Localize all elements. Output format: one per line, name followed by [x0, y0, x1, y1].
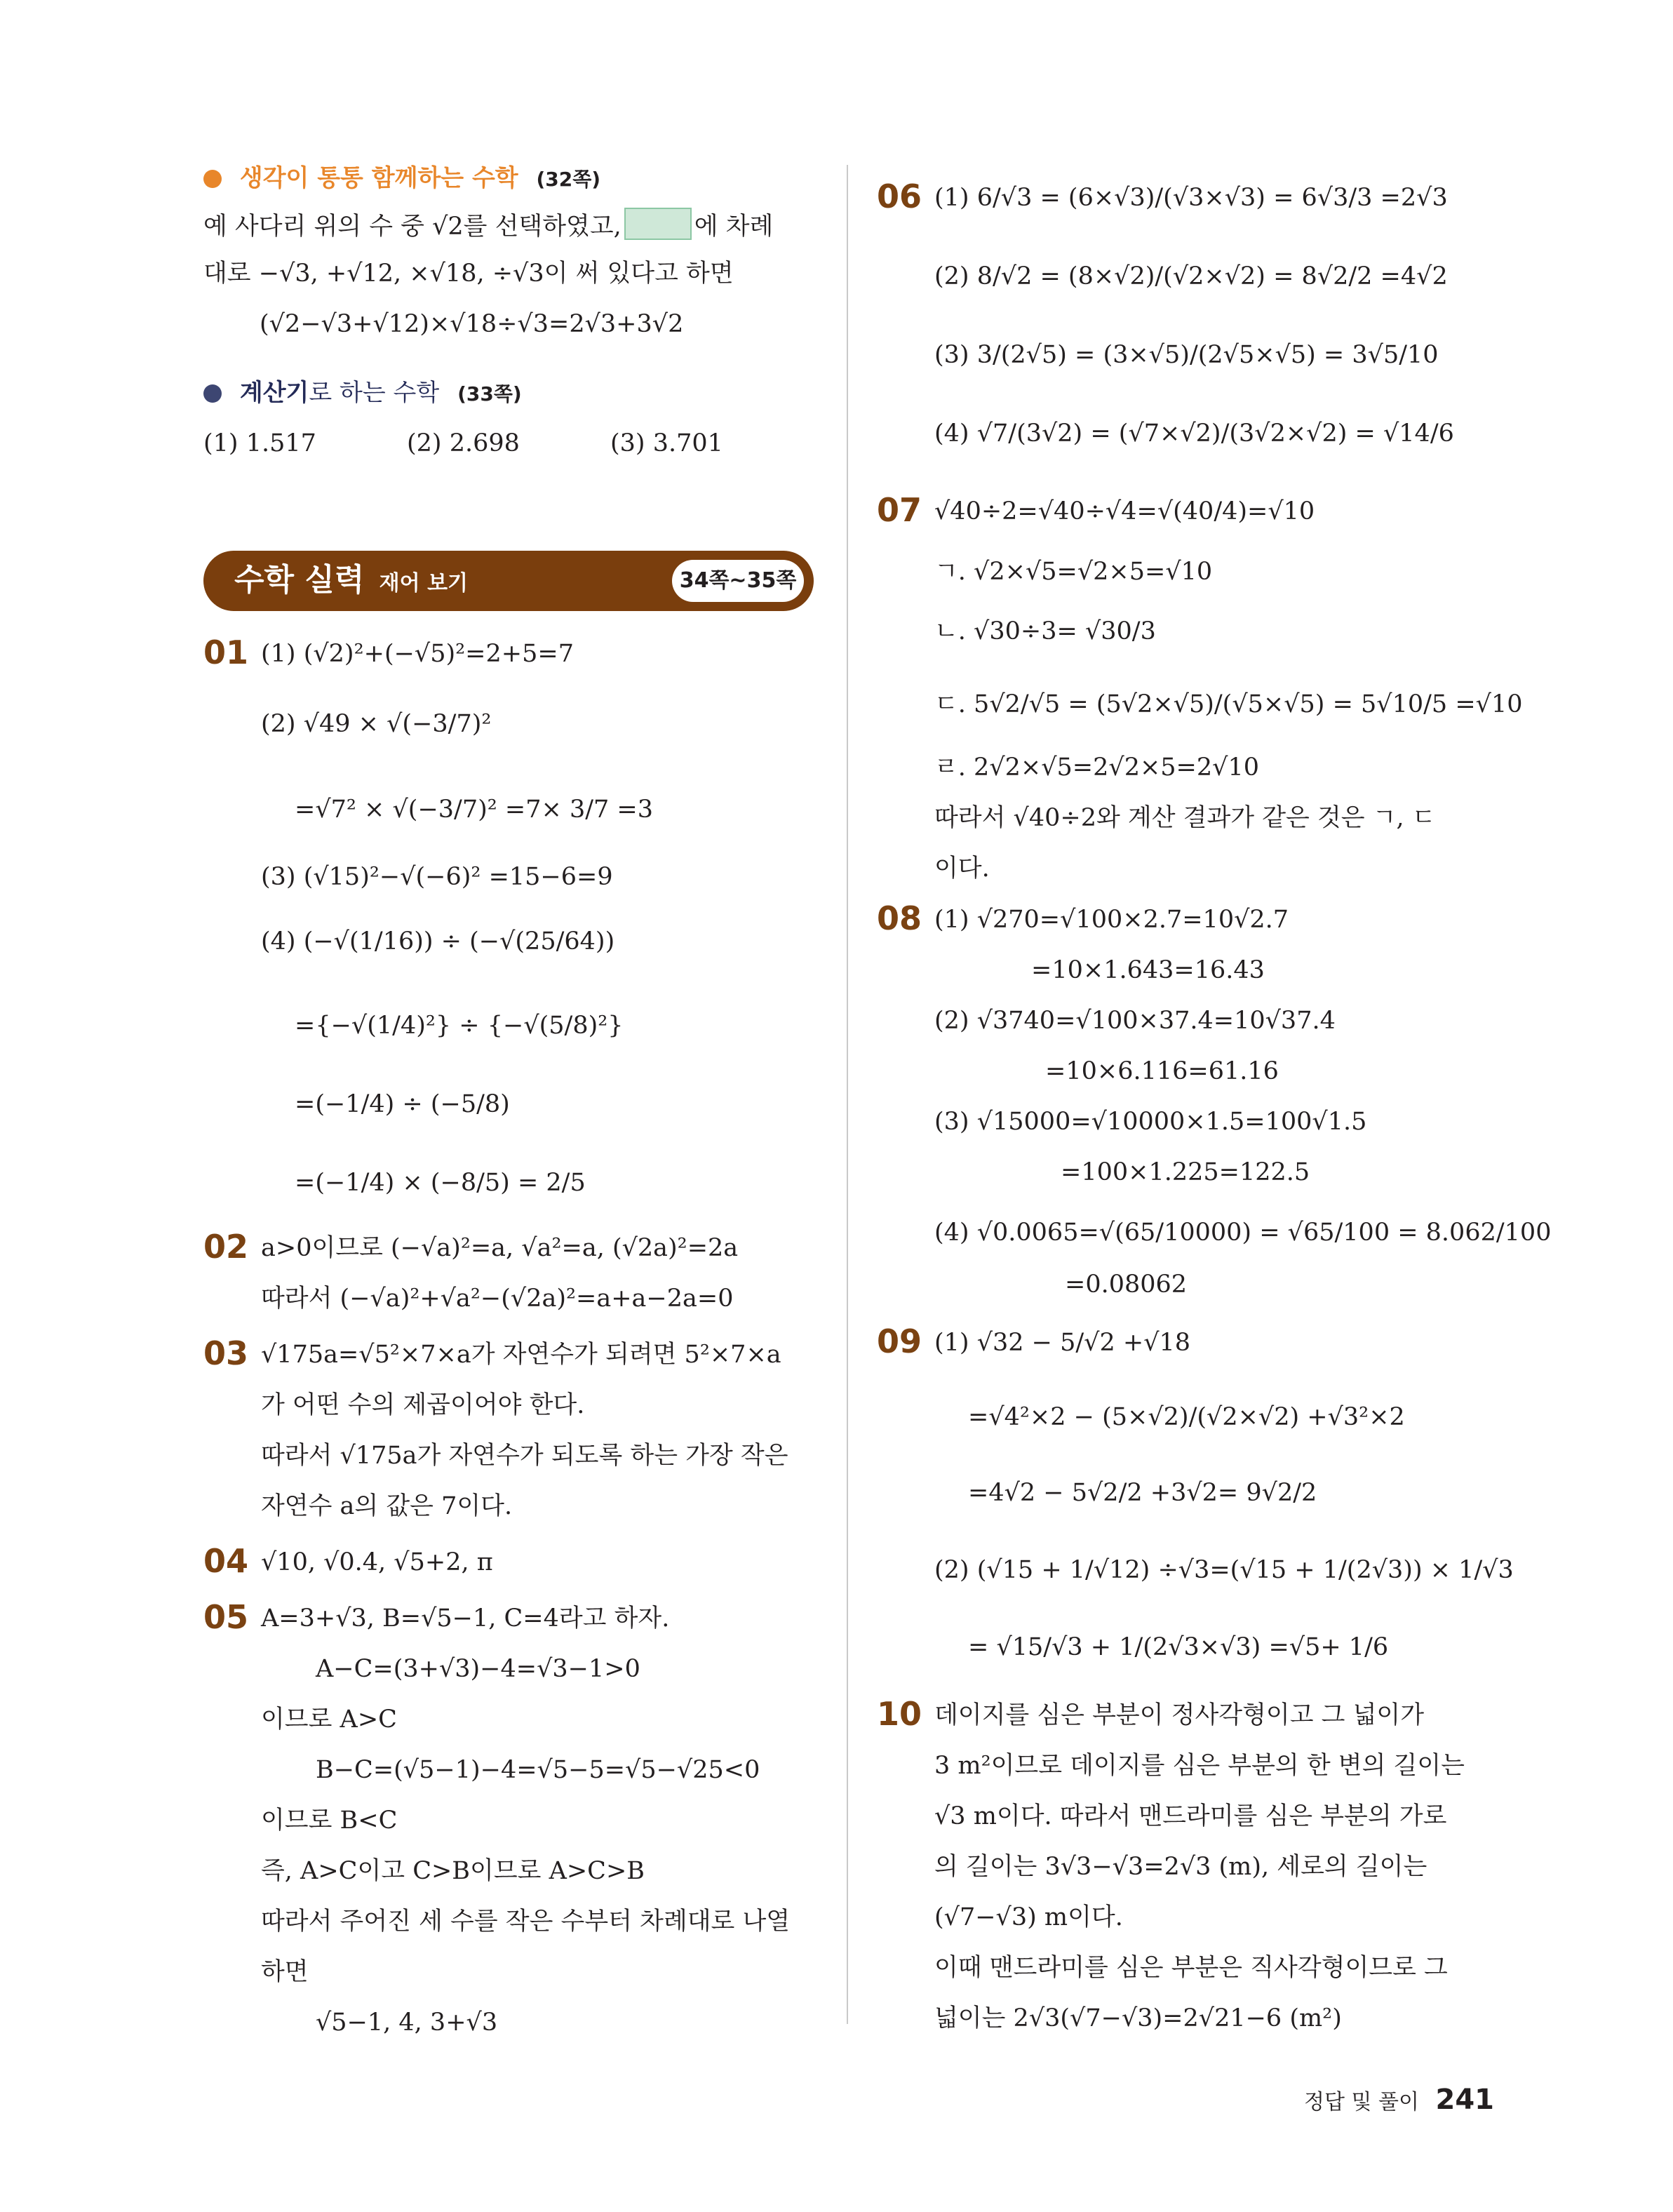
- section-heading-calculator: 계산기로 하는 수학 (33쪽): [203, 377, 522, 410]
- solution-line: (3) 3/(2√5) = (3×√5)/(2√5×√5) = 3√5/10: [934, 341, 1439, 369]
- problem-number: 03: [203, 1334, 249, 1372]
- solution-line: 데이지를 심은 부분이 정사각형이고 그 넓이가: [934, 1701, 1425, 1729]
- solution-line: (1) 6/√3 = (6×√3)/(√3×√3) = 6√3/3 =2√3: [934, 184, 1448, 212]
- problem-number: 01: [203, 634, 249, 671]
- solution-line: √40÷2=√40÷√4=√(40/4)=√10: [934, 497, 1315, 525]
- solution-line: (2) (√15 + 1/√12) ÷√3=(√15 + 1/(2√3)) × 1/√3: [934, 1556, 1514, 1584]
- section-heading-thinking: 생각이 통통 함께하는 수학 (32쪽): [203, 163, 600, 195]
- calc-answer: (1) 1.517: [203, 429, 316, 457]
- solution-line: a>0이므로 (−√a)²=a, √a²=a, (√2a)²=2a: [261, 1234, 739, 1262]
- solution-line: √10, √0.4, √5+2, π: [261, 1548, 493, 1576]
- problem-number: 05: [203, 1598, 249, 1636]
- solution-line: (√7−√3) m이다.: [934, 1903, 1123, 1931]
- solution-line: =10×1.643=16.43: [1031, 956, 1265, 984]
- section-banner: [203, 551, 814, 611]
- problem-number: 04: [203, 1542, 249, 1580]
- solution-line: √175a=√5²×7×a가 자연수가 되려면 5²×7×a: [261, 1341, 781, 1369]
- problem-number: 02: [203, 1228, 249, 1266]
- solution-line: 넓이는 2√3(√7−√3)=2√21−6 (m²): [934, 2004, 1342, 2032]
- solution-line: 따라서 주어진 세 수를 작은 수부터 차례대로 나열: [261, 1908, 791, 1936]
- solution-line: ㄴ. √30÷3= √30/3: [934, 617, 1156, 645]
- solution-line: A=3+√3, B=√5−1, C=4라고 하자.: [261, 1604, 670, 1633]
- problem-number: 09: [877, 1322, 922, 1360]
- solution-line: (3) √15000=√10000×1.5=100√1.5: [934, 1108, 1367, 1136]
- solution-line: = √15/√3 + 1/(2√3×√3) =√5+ 1/6: [968, 1633, 1389, 1661]
- solution-line: =10×6.116=61.16: [1045, 1057, 1279, 1085]
- solution-line: 따라서 (−√a)²+√a²−(√2a)²=a+a−2a=0: [261, 1285, 734, 1313]
- solution-line: 의 길이는 3√3−√3=2√3 (m), 세로의 길이는: [934, 1853, 1427, 1881]
- solution-line: 즉, A>C이고 C>B이므로 A>C>B: [261, 1857, 645, 1885]
- solution-line: ㄱ. √2×√5=√2×5=√10: [934, 558, 1213, 586]
- solution-line: ㄷ. 5√2/√5 = (5√2×√5)/(√5×√5) = 5√10/5 =√10: [934, 690, 1523, 718]
- problem-number: 07: [877, 491, 922, 529]
- solution-line: B−C=(√5−1)−4=√5−5=√5−√25<0: [316, 1756, 760, 1784]
- solution-line: (4) (−√(1/16)) ÷ (−√(25/64)): [261, 927, 615, 956]
- solution-line: =√7² × √(−3/7)² =7× 3/7 =3: [295, 796, 654, 824]
- solution-line: =(−1/4) ÷ (−5/8): [295, 1090, 510, 1118]
- banner-title: 수학 실력 재어 보기: [234, 562, 469, 598]
- problem-number: 10: [877, 1695, 922, 1733]
- solution-line: (4) √7/(3√2) = (√7×√2)/(3√2×√2) = √14/6: [934, 420, 1454, 448]
- solution-line: 이므로 B<C: [261, 1807, 398, 1835]
- solution-line: =√4²×2 − (5×√2)/(√2×√2) +√3²×2: [968, 1403, 1405, 1431]
- banner-pages-badge: 34쪽~35쪽: [672, 560, 804, 602]
- solution-line: (3) (√15)²−√(−6)² =15−6=9: [261, 863, 613, 891]
- blank-box: [624, 208, 692, 240]
- solution-line: √5−1, 4, 3+√3: [316, 2009, 498, 2037]
- solution-line: (2) 8/√2 = (8×√2)/(√2×√2) = 8√2/2 =4√2: [934, 262, 1448, 290]
- solution-line: 가 어떤 수의 제곱이어야 한다.: [261, 1391, 585, 1419]
- calc-answer: (2) 2.698: [407, 429, 520, 457]
- solution-line: (1) √270=√100×2.7=10√2.7: [934, 906, 1289, 934]
- orange-dot-icon: [203, 170, 222, 188]
- solution-line: 이때 맨드라미를 심은 부분은 직사각형이므로 그: [934, 1954, 1448, 1982]
- page-footer: 정답 및 풀이 241: [1303, 2084, 1494, 2116]
- solution-line: A−C=(3+√3)−4=√3−1>0: [316, 1655, 640, 1683]
- page-number: 241: [1435, 2084, 1494, 2116]
- solution-line: √3 m이다. 따라서 맨드라미를 심은 부분의 가로: [934, 1802, 1447, 1830]
- solution-line: ={−√(1/4)²} ÷ {−√(5/8)²}: [295, 1012, 624, 1040]
- example-line: (√2−√3+√12)×√18÷√3=2√3+3√2: [260, 310, 684, 338]
- problem-number: 08: [877, 899, 922, 937]
- solution-line: =0.08062: [1065, 1271, 1188, 1299]
- example-line: 예 사다리 위의 수 중 √2를 선택하였고, 에 차례: [203, 208, 773, 242]
- example-line: 대로 −√3, +√12, ×√18, ÷√3이 써 있다고 하면: [203, 260, 734, 288]
- solution-line: 하면: [261, 1958, 309, 1986]
- solution-line: 따라서 √40÷2와 계산 결과가 같은 것은 ㄱ, ㄷ: [934, 804, 1436, 832]
- solution-line: (2) √3740=√100×37.4=10√37.4: [934, 1007, 1336, 1035]
- solution-line: 3 m²이므로 데이지를 심은 부분의 한 변의 길이는: [934, 1752, 1465, 1780]
- solution-line: (2) √49 × √(−3/7)²: [261, 710, 492, 738]
- solution-line: (1) (√2)²+(−√5)²=2+5=7: [261, 640, 574, 668]
- solution-line: =100×1.225=122.5: [1061, 1158, 1310, 1186]
- solution-line: =(−1/4) × (−8/5) = 2/5: [295, 1169, 586, 1197]
- calc-answer: (3) 3.701: [610, 429, 723, 457]
- solution-line: (4) √0.0065=√(65/10000) = √65/100 = 8.062/100: [934, 1219, 1552, 1247]
- solution-line: ㄹ. 2√2×√5=2√2×5=2√10: [934, 753, 1259, 782]
- solution-line: 자연수 a의 값은 7이다.: [261, 1492, 513, 1520]
- solution-line: 따라서 √175a가 자연수가 되도록 하는 가장 작은: [261, 1442, 788, 1470]
- solution-line: 이다.: [934, 854, 990, 883]
- solution-line: =4√2 − 5√2/2 +3√2= 9√2/2: [968, 1479, 1317, 1507]
- problem-number: 06: [877, 177, 922, 215]
- solution-line: 이므로 A>C: [261, 1705, 397, 1734]
- navy-dot-icon: [203, 384, 222, 403]
- solution-line: (1) √32 − 5/√2 +√18: [934, 1329, 1191, 1357]
- column-divider: [847, 165, 848, 2024]
